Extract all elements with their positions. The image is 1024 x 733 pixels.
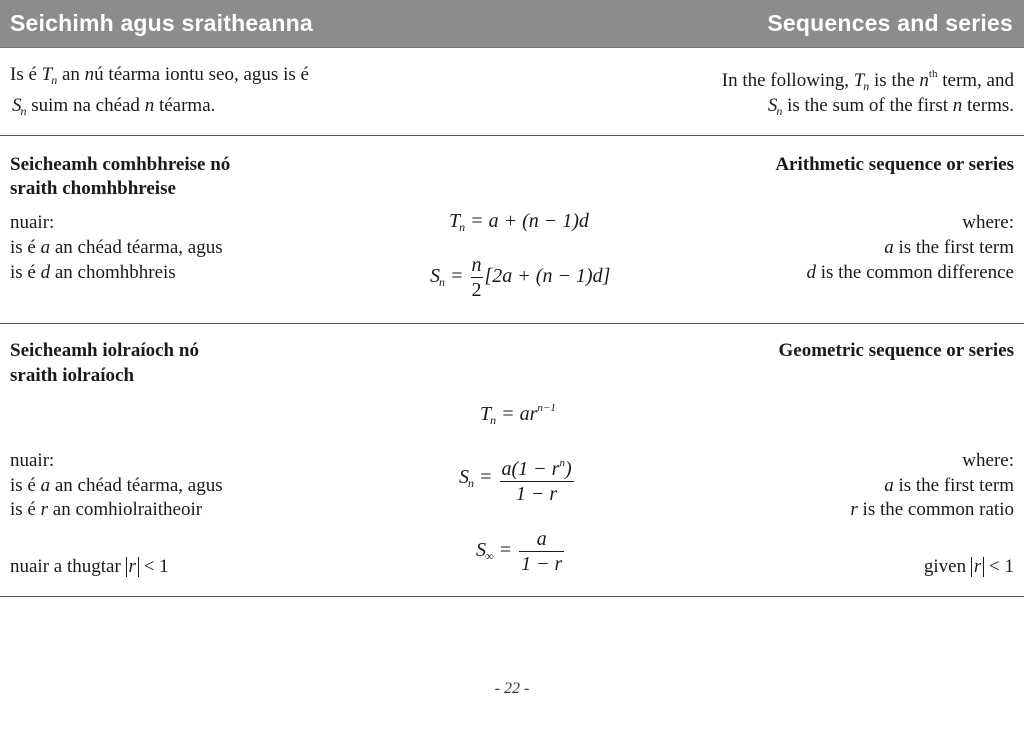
geometric-english-r-def: r is the common ratio: [850, 499, 1014, 520]
arithmetic-sum-formula: $S_n$ = $\frac{n}{2}$ [2a + (n − 1)d]: [430, 254, 611, 301]
arithmetic-irish-a-def: is é a an chéad téarma, agus: [10, 237, 223, 258]
arithmetic-title-irish-line2: sraith chomhbhreise: [10, 178, 176, 199]
page-number: - 22 -: [494, 680, 530, 697]
divider-rule: [0, 135, 1024, 136]
geometric-irish-a-def: is é a an chéad téarma, agus: [10, 475, 223, 496]
geometric-title-english: Geometric sequence or series: [778, 340, 1014, 361]
divider-rule: [0, 596, 1024, 597]
arithmetic-english-a-def: a is the first term: [884, 237, 1014, 258]
geometric-english-condition: given r < 1: [923, 556, 1014, 577]
section-title-english: Sequences and series: [767, 10, 1013, 36]
geometric-title-irish-line2: sraith iolraíoch: [10, 365, 135, 386]
arithmetic-irish-where: nuair:: [10, 212, 55, 233]
geometric-title-irish-line1: Seicheamh iolraíoch nó: [10, 340, 199, 361]
fraction: $\frac{a(1 - r^n)}{1 - r}$: [500, 451, 574, 506]
geometric-infinite-sum-formula: $S_\infty$ = $\frac{a}{1 - r}$: [476, 528, 563, 575]
section-title-irish: Seichimh agus sraitheanna: [10, 10, 313, 36]
arithmetic-title-irish-line1: Seicheamh comhbhreise nó: [10, 154, 231, 175]
intro-irish-line1: Is é $T_n$ an nú téarma iontu seo, agus is é: [10, 64, 309, 87]
geometric-nth-term-formula: $T_n = ar^{n-1}$: [480, 402, 556, 427]
arithmetic-english-where: where:: [962, 212, 1014, 233]
arithmetic-english-d-def: d is the common difference: [806, 262, 1014, 283]
section-header-bar: [0, 0, 1024, 48]
fraction: $\frac{a}{1 - r}$: [521, 528, 563, 575]
geometric-english-a-def: a is the first term: [884, 475, 1014, 496]
fraction: $\frac{n}{2}$: [471, 254, 482, 301]
arithmetic-title-english: Arithmetic sequence or series: [775, 154, 1014, 175]
intro-irish-line2: $S_n$ suim na chéad n téarma.: [12, 95, 216, 118]
arithmetic-irish-d-def: is é d an chomhbhreis: [10, 262, 176, 283]
geometric-irish-where: nuair:: [10, 450, 55, 471]
arithmetic-nth-term-formula: $T_n = a + (n - 1)d$: [449, 210, 589, 234]
geometric-sum-formula: $S_n$ = $\frac{a(1 - r^n)}{1 - r}$: [459, 451, 576, 506]
geometric-irish-r-def: is é r an comhiolraitheoir: [10, 499, 203, 520]
divider-rule: [0, 323, 1024, 324]
intro-english-line1: In the following, $T_n$ is the $n^{th}$ term, and: [721, 68, 1014, 93]
intro-english-line2: $S_n$ is the sum of the first n terms.: [767, 95, 1014, 118]
geometric-irish-condition: nuair a thugtar r < 1: [10, 556, 169, 577]
geometric-english-where: where:: [962, 450, 1014, 471]
